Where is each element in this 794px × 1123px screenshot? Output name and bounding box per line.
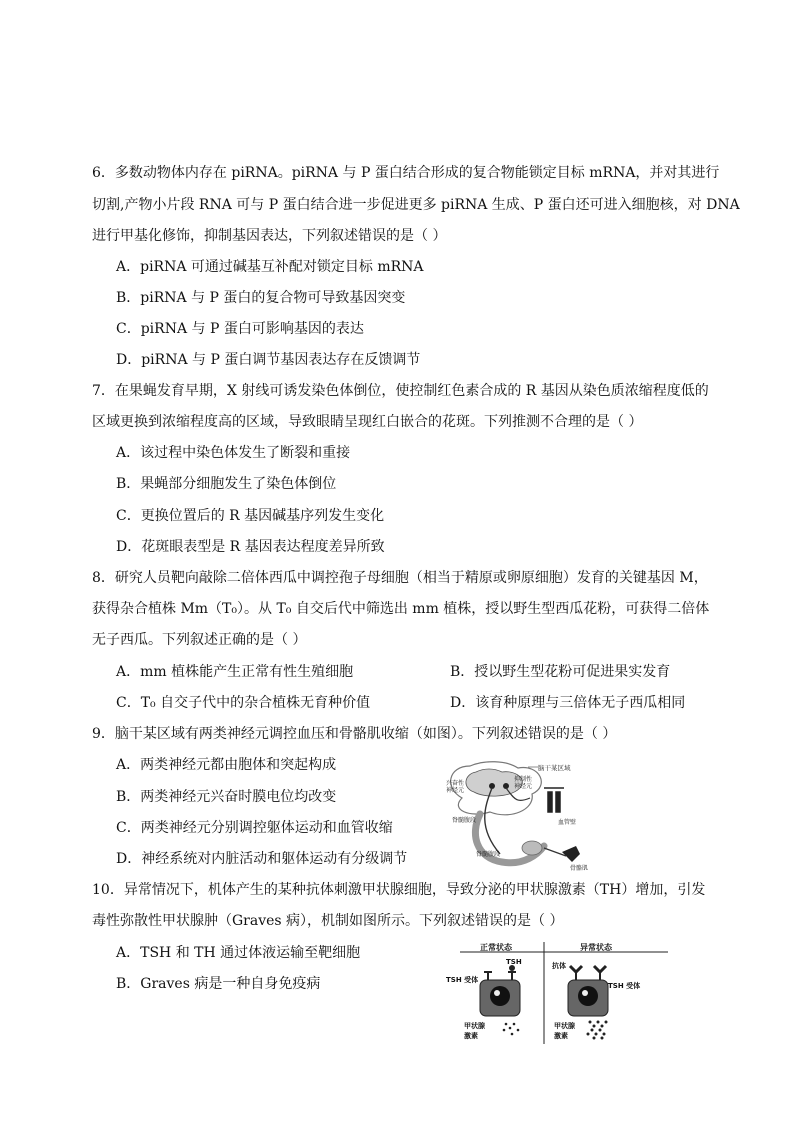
- label-antibody: 抗体: [552, 962, 566, 970]
- q8-option-a: A．mm 植株能产生正常有性生殖细胞: [116, 664, 354, 680]
- q6-option-a: A．piRNA 可通过碱基互补配对锁定目标 mRNA: [116, 259, 424, 275]
- q8-stem-line-3: 无子西瓜。下列叙述正确的是（ ）: [92, 632, 307, 648]
- label-normal: 正常状态: [480, 943, 512, 952]
- q10-option-a: A．TSH 和 TH 通过体液运输至靶细胞: [116, 945, 361, 961]
- abnormal-tsh-receptors: [576, 972, 600, 980]
- q7-stem-line-1: 7．在果蝇发育早期，X 射线可诱发染色体倒位，使控制红色素合成的 R 基因从染色质浓缩程度低的: [92, 383, 709, 399]
- label-excitatory: 兴奋性: [446, 780, 465, 787]
- q9-option-c: C．两类神经元分别调控躯体运动和血管收缩: [116, 820, 393, 836]
- q8-stem-line-2: 获得杂合植株 Mm（T₀）。从 T₀ 自交后代中筛选出 mm 植株，授以野生型西瓜花粉，可获得二倍体: [92, 601, 710, 617]
- label-tsh-receptor-abnormal: TSH 受体: [608, 982, 641, 990]
- label-region: 脑干某区域: [538, 764, 571, 772]
- label-vessel: 血管壁: [558, 819, 577, 826]
- normal-hormone-dots: [503, 1023, 520, 1036]
- q6-option-c: C．piRNA 与 P 蛋白可影响基因的表达: [116, 321, 364, 337]
- abnormal-nucleus-highlight: [582, 990, 588, 996]
- antibody-shapes: [570, 966, 606, 972]
- q10-stem-line-2: 毒性弥散性甲状腺肿（Graves 病），机制如图所示。下列叙述错误的是（ ）: [92, 913, 564, 929]
- label-tsh: TSH: [506, 958, 522, 966]
- q10-thyroid-figure: [444, 940, 668, 1044]
- label-th-abnormal-2: 激素: [554, 1032, 568, 1040]
- q9-neuron-figure: [440, 758, 612, 872]
- spinal-segment: [522, 841, 542, 855]
- label-th-abnormal-1: 甲状腺: [554, 1022, 575, 1030]
- q10-stem-line-1: 10．异常情况下，机体产生的某种抗体刺激甲状腺细胞，导致分泌的甲状腺激素（TH）增加，引发: [92, 882, 706, 898]
- normal-cell-nucleus: [490, 986, 510, 1006]
- q7-option-c: C．更换位置后的 R 基因碱基序列发生变化: [116, 508, 385, 524]
- q10-option-b: B．Graves 病是一种自身免疫病: [116, 976, 321, 992]
- label-th-normal-2: 激素: [464, 1032, 478, 1040]
- label-inhibitory: 抑制性: [514, 776, 533, 783]
- q6-stem-line-1: 6．多数动物体内存在 piRNA。piRNA 与 P 蛋白结合形成的复合物能锁定目标 mRNA，并对其进行: [92, 165, 720, 181]
- abnormal-hormone-dots: [587, 1021, 608, 1040]
- q8-option-c: C．T₀ 自交子代中的杂合植株无育种价值: [116, 695, 371, 711]
- blood-vessel-shape: [544, 788, 564, 812]
- q8-stem-line-1: 8．研究人员靶向敲除二倍体西瓜中调控孢子母细胞（相当于精原或卵原细胞）发育的关键基因 M，: [92, 570, 708, 586]
- q9-option-b: B．两类神经元兴奋时膜电位均改变: [116, 789, 337, 805]
- label-dorsal-root: 脊髓腹段: [476, 851, 501, 858]
- q7-option-b: B．果蝇部分细胞发生了染色体倒位: [116, 476, 337, 492]
- label-th-normal-1: 甲状腺: [464, 1022, 485, 1030]
- label-abnormal: 异常状态: [580, 943, 612, 952]
- excitatory-axon: [485, 788, 500, 854]
- q8-option-d: D．该育种原理与三倍体无子西瓜相同: [450, 695, 686, 711]
- q8-option-b: B．授以野生型花粉可促进果实发育: [450, 664, 671, 680]
- q9-stem-line-1: 9．脑干某区域有两类神经元调控血压和骨骼肌收缩（如图）。下列叙述错误的是（ ）: [92, 726, 617, 742]
- q9-option-d: D．神经系统对内脏活动和躯体运动有分级调节: [116, 851, 408, 867]
- q6-stem-line-2: 切割,产物小片段 RNA 可与 P 蛋白结合进一步促进更多 piRNA 生成、P 蛋白还可进入细胞核，对 DNA: [92, 197, 740, 213]
- label-ventral-root: 脊髓腹段: [452, 817, 477, 824]
- normal-nucleus-highlight: [494, 990, 500, 996]
- normal-tsh-receptors: [484, 972, 516, 980]
- label-tsh-receptor-normal: TSH 受体: [446, 976, 479, 984]
- q9-option-a: A．两类神经元都由胞体和突起构成: [116, 757, 337, 773]
- label-inhibitory-2: 神经元: [514, 783, 533, 790]
- q6-option-b: B．piRNA 与 P 蛋白的复合物可导致基因突变: [116, 290, 406, 306]
- label-excitatory-2: 神经元: [446, 787, 465, 794]
- q7-stem-line-2: 区域更换到浓缩程度高的区域，导致眼睛呈现红白嵌合的花斑。下列推测不合理的是（ ）: [92, 414, 643, 430]
- q7-option-d: D．花斑眼表型是 R 基因表达程度差异所致: [116, 539, 385, 555]
- q6-option-d: D．piRNA 与 P 蛋白调节基因表达存在反馈调节: [116, 352, 421, 368]
- skeletal-muscle-shape: [562, 846, 580, 862]
- q6-stem-line-3: 进行甲基化修饰，抑制基因表达，下列叙述错误的是（ ）: [92, 228, 447, 244]
- abnormal-cell-nucleus: [578, 986, 598, 1006]
- label-muscle: 骨骼肌: [570, 865, 589, 872]
- q7-option-a: A．该过程中染色体发生了断裂和重接: [116, 445, 351, 461]
